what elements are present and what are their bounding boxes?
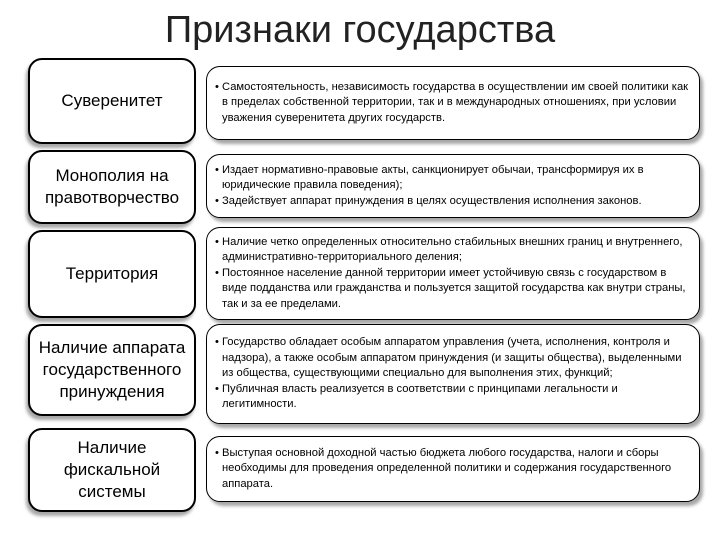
description-list — [215, 80, 689, 127]
description-list — [215, 235, 689, 313]
description-item: • Государство обладает особым аппаратом управления (учета, исполнения, контроля и надзора), а также особым аппаратом принуждения (и защиты общества), выделенными из общества, существующими специально для выполнения этих, функций; — [215, 335, 689, 382]
description-list — [215, 335, 689, 413]
sign-label: Территория — [65, 264, 159, 283]
description-item: • Самостоятельность, независимость государства в осуществлении им своей политики как в пределах собственной территории, так и в международных отношениях, при условии уважения суверенитета других государств. — [215, 80, 689, 127]
description-item: • Публичная власть реализуется в соответствии с принципами легальности и легитимности. — [215, 382, 689, 413]
sign-description-box-lawmaking — [206, 154, 700, 218]
description-list — [215, 163, 689, 210]
sign-label: Наличие аппарата государственного принуждения — [38, 338, 186, 401]
sign-label-box-lawmaking — [28, 150, 196, 224]
sign-description-box-territory — [206, 227, 700, 320]
description-list — [215, 446, 689, 493]
sign-description-box-coercion — [206, 324, 700, 424]
sign-description-box-fiscal — [206, 436, 700, 502]
sign-label: Суверенитет — [61, 91, 163, 110]
sign-label-box-coercion — [28, 324, 196, 416]
sign-label-box-territory — [28, 230, 196, 318]
sign-label: Наличие фискальной системы — [63, 438, 161, 501]
sign-label-box-sovereignty — [28, 58, 196, 144]
description-item: • Выступая основной доходной частью бюджета любого государства, налоги и сборы необходимы для проведения определенной политики и содержания государственного аппарата. — [215, 446, 689, 493]
sign-label-box-fiscal — [28, 428, 196, 512]
sign-description-box-sovereignty — [206, 66, 700, 140]
sign-label: Монополия на правотворчество — [44, 166, 180, 207]
page-title: Признаки государства — [164, 9, 556, 51]
description-item: • Наличие четко определенных относительно стабильных внешних границ и внутреннего, административно-территориального деления; — [215, 235, 689, 266]
description-item: • Издает нормативно-правовые акты, санкционирует обычаи, трансформируя их в юридические правила поведения); — [215, 163, 689, 194]
description-item: • Постоянное население данной территории имеет устойчивую связь с государством в виде подданства или гражданства и пользуется защитой государства как внутри страны, так и за ее пределами. — [215, 266, 689, 313]
description-item: • Задействует аппарат принуждения в целях осуществления исполнения законов. — [215, 194, 689, 210]
